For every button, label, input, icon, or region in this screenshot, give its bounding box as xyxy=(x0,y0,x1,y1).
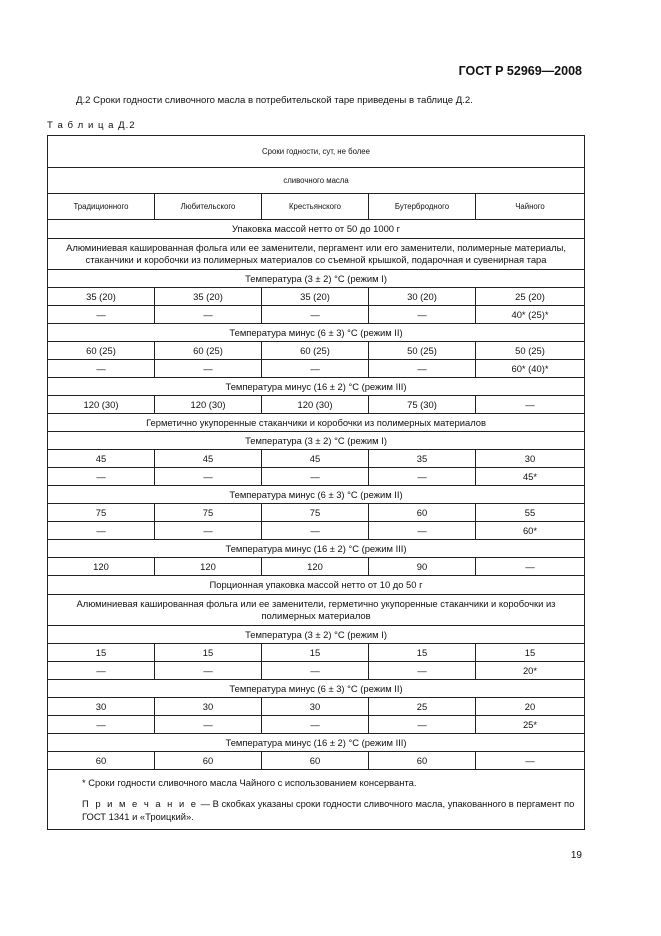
table-cell: 120 xyxy=(262,558,369,576)
table-cell: 60 xyxy=(369,752,476,770)
table-cell: 30 xyxy=(476,450,585,468)
table-row xyxy=(48,360,585,378)
table-row xyxy=(48,468,585,486)
table-cell: — xyxy=(262,468,369,486)
table-cell: 30 xyxy=(48,698,155,716)
table-cell: 45 xyxy=(262,450,369,468)
table-cell: 20* xyxy=(476,662,585,680)
table-cell: — xyxy=(262,306,369,324)
table-cell: 25 xyxy=(369,698,476,716)
table-cell: 75 xyxy=(262,504,369,522)
table-cell: — xyxy=(155,716,262,734)
table-row xyxy=(48,716,585,734)
temperature-mode: Температура (3 ± 2) °С (режим I) xyxy=(48,626,585,644)
table-cell: 60 (25) xyxy=(48,342,155,360)
table-cell: 60 xyxy=(48,752,155,770)
header-sub: сливочного масла xyxy=(48,168,585,194)
table-row xyxy=(48,558,585,576)
table-cell: 60* xyxy=(476,522,585,540)
table-cell: 25* xyxy=(476,716,585,734)
table-cell: 30 xyxy=(262,698,369,716)
table-cell: — xyxy=(48,522,155,540)
table-cell: 120 (30) xyxy=(48,396,155,414)
table-cell: — xyxy=(48,468,155,486)
table-cell: 60 (25) xyxy=(262,342,369,360)
table-row xyxy=(48,504,585,522)
packaging-description: Герметично укупоренные стаканчики и коробочки из полимерных материалов xyxy=(48,414,585,432)
table-cell: 75 xyxy=(155,504,262,522)
table-cell: 50 (25) xyxy=(369,342,476,360)
table-cell: 120 xyxy=(155,558,262,576)
table-cell: 60* (40)* xyxy=(476,360,585,378)
table-row xyxy=(48,698,585,716)
column-headers xyxy=(48,194,585,220)
temperature-mode: Температура минус (16 ± 2) °С (режим III) xyxy=(48,378,585,396)
table-cell: — xyxy=(48,716,155,734)
packaging-description: Алюминиевая кашированная фольга или ее заменители, герметично укупоренные стаканчики и коробочки из полимерных материалов xyxy=(48,595,585,626)
table-cell: — xyxy=(155,662,262,680)
temperature-mode: Температура минус (16 ± 2) °С (режим III) xyxy=(48,540,585,558)
table-cell: 60 xyxy=(262,752,369,770)
table-cell: 30 (20) xyxy=(369,288,476,306)
table-cell: — xyxy=(48,662,155,680)
table-row xyxy=(48,752,585,770)
page-number: 19 xyxy=(570,850,582,861)
column-header: Бутербродного xyxy=(369,194,476,220)
table-cell: 15 xyxy=(155,644,262,662)
table-cell: 20 xyxy=(476,698,585,716)
table-cell: — xyxy=(262,522,369,540)
table-cell: — xyxy=(48,360,155,378)
table-cell: — xyxy=(369,360,476,378)
table-cell: 50 (25) xyxy=(476,342,585,360)
column-header: Чайного xyxy=(476,194,585,220)
table-cell: — xyxy=(155,306,262,324)
table-cell: — xyxy=(369,306,476,324)
table-row xyxy=(48,662,585,680)
table-cell: 45 xyxy=(155,450,262,468)
table-cell: 75 (30) xyxy=(369,396,476,414)
table-cell: 15 xyxy=(369,644,476,662)
table-caption: Т а б л и ц а Д.2 xyxy=(47,120,136,131)
table-cell: — xyxy=(369,662,476,680)
column-header: Крестьянского xyxy=(262,194,369,220)
table-cell: — xyxy=(476,558,585,576)
table-cell: — xyxy=(155,360,262,378)
document-code: ГОСТ Р 52969—2008 xyxy=(458,64,582,78)
table-cell: 90 xyxy=(369,558,476,576)
table-row xyxy=(48,450,585,468)
table-cell: 15 xyxy=(262,644,369,662)
table-cell: 60 (25) xyxy=(155,342,262,360)
table-cell: — xyxy=(262,716,369,734)
packaging-description: Алюминиевая кашированная фольга или ее заменители, пергамент или его заменители, полимерные материалы, стаканчики и коробочки из полимерных материалов со съемной крышкой, подарочная и сувенирная тара xyxy=(48,239,585,270)
section-title: Упаковка массой нетто от 50 до 1000 г xyxy=(48,220,585,239)
table-cell: 35 (20) xyxy=(48,288,155,306)
table-cell: 40* (25)* xyxy=(476,306,585,324)
table-cell: — xyxy=(155,468,262,486)
header-main: Сроки годности, сут, не более xyxy=(48,136,585,168)
table-cell: 60 xyxy=(369,504,476,522)
intro-paragraph: Д.2 Сроки годности сливочного масла в потребительской таре приведены в таблице Д.2. xyxy=(76,95,473,106)
section-title: Порционная упаковка массой нетто от 10 до 50 г xyxy=(48,576,585,595)
temperature-mode: Температура минус (6 ± 3) °С (режим II) xyxy=(48,680,585,698)
remark-text: — В скобках указаны сроки годности сливочного масла, упакованного в пергамент по ГОСТ 1341 и «Троицкий». xyxy=(82,798,575,822)
table-row xyxy=(48,288,585,306)
table-cell: 45 xyxy=(48,450,155,468)
remark xyxy=(54,797,578,823)
table-cell: — xyxy=(369,522,476,540)
table-cell: 30 xyxy=(155,698,262,716)
table-cell: 60 xyxy=(155,752,262,770)
temperature-mode: Температура (3 ± 2) °С (режим I) xyxy=(48,432,585,450)
temperature-mode: Температура минус (6 ± 3) °С (режим II) xyxy=(48,486,585,504)
remark-label: П р и м е ч а н и е xyxy=(82,798,199,809)
table-row xyxy=(48,306,585,324)
table-cell: 15 xyxy=(476,644,585,662)
table-cell: 55 xyxy=(476,504,585,522)
table-cell: — xyxy=(476,752,585,770)
table-cell: 120 (30) xyxy=(155,396,262,414)
table-cell: 120 (30) xyxy=(262,396,369,414)
table-cell: 15 xyxy=(48,644,155,662)
table-cell: — xyxy=(369,468,476,486)
table-cell: — xyxy=(155,522,262,540)
column-header: Традиционного xyxy=(48,194,155,220)
table-cell: — xyxy=(262,662,369,680)
table-row xyxy=(48,396,585,414)
table-row xyxy=(48,644,585,662)
temperature-mode: Температура минус (16 ± 2) °С (режим III) xyxy=(48,734,585,752)
temperature-mode: Температура (3 ± 2) °С (режим I) xyxy=(48,270,585,288)
column-header: Любительского xyxy=(155,194,262,220)
table-cell: 120 xyxy=(48,558,155,576)
table-cell: — xyxy=(476,396,585,414)
table-cell: — xyxy=(262,360,369,378)
table-cell: 75 xyxy=(48,504,155,522)
table-cell: 35 (20) xyxy=(262,288,369,306)
table-footer xyxy=(48,770,585,830)
shelf-life-table xyxy=(47,135,585,830)
table-cell: 25 (20) xyxy=(476,288,585,306)
table-row xyxy=(48,342,585,360)
temperature-mode: Температура минус (6 ± 3) °С (режим II) xyxy=(48,324,585,342)
table-cell: — xyxy=(369,716,476,734)
footnote: * Сроки годности сливочного масла Чайного с использованием консерванта. xyxy=(82,777,417,788)
table-row xyxy=(48,522,585,540)
table-cell: — xyxy=(48,306,155,324)
table-cell: 35 (20) xyxy=(155,288,262,306)
table-cell: 35 xyxy=(369,450,476,468)
table-cell: 45* xyxy=(476,468,585,486)
